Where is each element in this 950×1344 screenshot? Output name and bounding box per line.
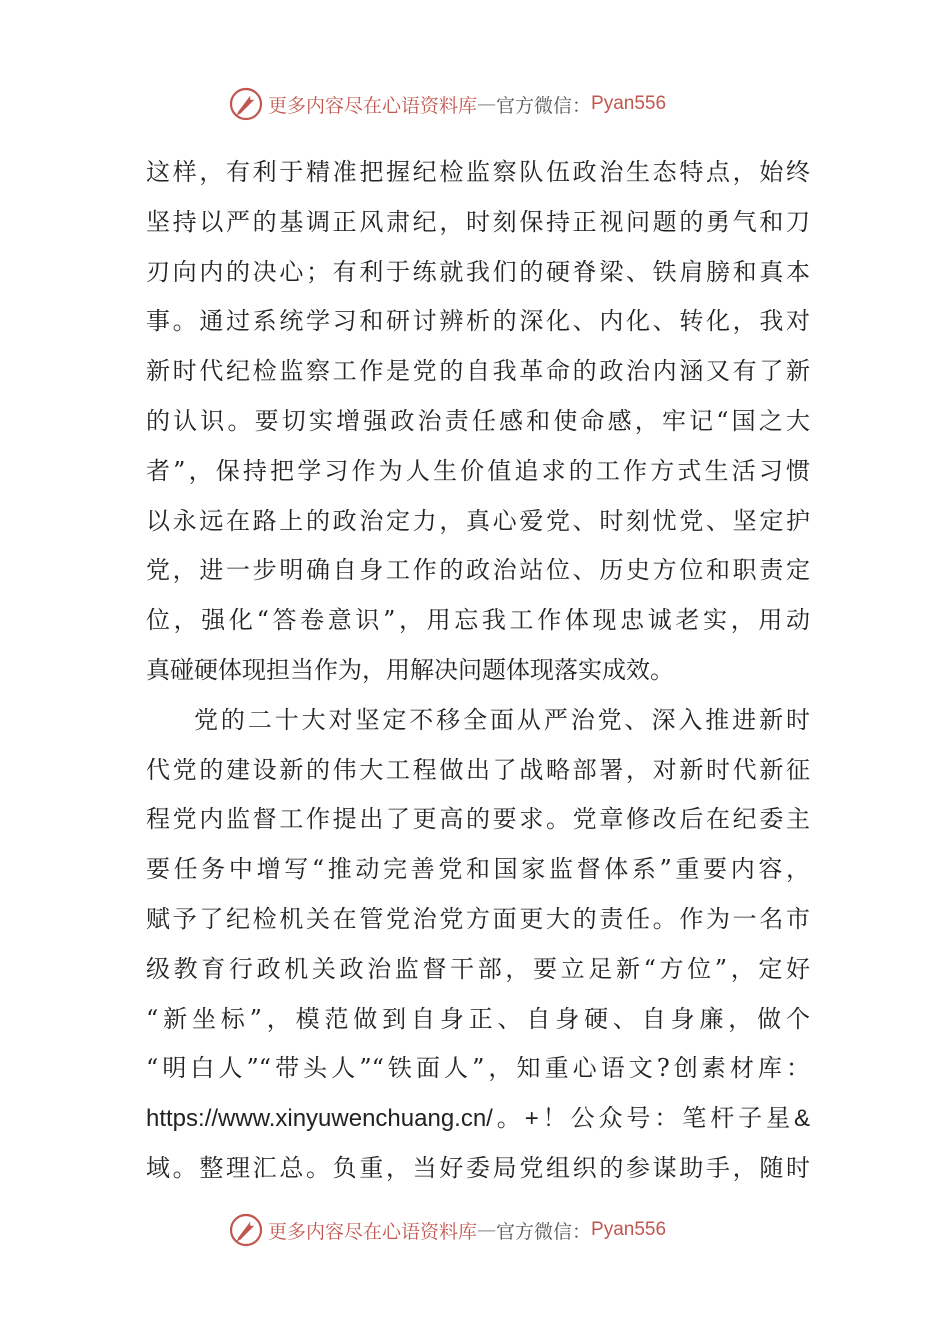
text-line: 赋予了纪检机关在管党治党方面更大的责任。作为一名市 <box>146 904 810 933</box>
footer-wechat-id: Pyan556 <box>591 1219 667 1240</box>
footer-banner <box>228 1210 748 1250</box>
text-line: 位，强化“答卷意识”，用忘我工作体现忠诚老实，用动 <box>146 606 810 635</box>
text-line: 坚持以严的基调正风肃纪，时刻保持正视问题的勇气和刀 <box>146 207 810 236</box>
header-subtitle: 官方微信： <box>496 94 592 117</box>
text-line-url: https://www.xinyuwenchuang.cn/。+！公众号：笔杆子星& <box>146 1105 810 1133</box>
text-line: 新时代纪检监察工作是党的自我革命的政治内涵又有了新 <box>146 357 810 386</box>
text-line: 级教育行政机关政治监督干部，要立足新“方位”，定好 <box>146 954 810 983</box>
header-brand-text: 更多内容尽在心语资料库 <box>268 94 478 117</box>
text-line: 真碰硬体现担当作为，用解决问题体现落实成效。 <box>146 655 674 684</box>
text-line: 域。整理汇总。负重，当好委局党组织的参谋助手，随时 <box>146 1153 810 1182</box>
footer-brand-text: 更多内容尽在心语资料库 <box>268 1220 478 1243</box>
text-line: 程党内监督工作提出了更高的要求。党章修改后在纪委主 <box>146 805 810 834</box>
pen-nib-logo-icon <box>228 86 264 122</box>
footer-separator: — <box>477 1219 497 1241</box>
text-line: 党，进一步明确自身工作的政治站位、历史方位和职责定 <box>146 556 810 585</box>
footer-subtitle: 官方微信： <box>496 1220 592 1243</box>
paragraph-1 <box>146 148 810 696</box>
text-line: 代党的建设新的伟大工程做出了战略部署，对新时代新征 <box>146 755 810 784</box>
text-line: 党的二十大对坚定不移全面从严治党、深入推进新时 <box>194 705 810 734</box>
text-line: “新坐标”，模范做到自身正、自身硬、自身廉，做个 <box>146 1004 810 1033</box>
text-line: 要任务中增写“推动完善党和国家监督体系”重要内容， <box>146 855 810 884</box>
header-wechat-id: Pyan556 <box>591 93 667 114</box>
text-line: 事。通过系统学习和研讨辨析的深化、内化、转化，我对 <box>146 307 810 336</box>
text-line: “明白人”“带头人”“铁面人”，知重心语文?创素材库： <box>146 1054 810 1083</box>
text-line: 的认识。要切实增强政治责任感和使命感，牢记“国之大 <box>146 406 810 435</box>
text-line: 以永远在路上的政治定力，真心爱党、时刻忧党、坚定护 <box>146 506 810 535</box>
header-banner <box>228 84 748 124</box>
text-line: 者”，保持把学习作为人生价值追求的工作方式生活习惯 <box>146 456 810 485</box>
header-separator: — <box>477 93 497 115</box>
body-text <box>146 148 810 1194</box>
pen-nib-logo-icon <box>228 1212 264 1248</box>
text-line: 刃向内的决心；有利于练就我们的硬脊梁、铁肩膀和真本 <box>146 257 810 286</box>
paragraph-2 <box>146 696 810 1194</box>
text-line: 这样，有利于精准把握纪检监察队伍政治生态特点，始终 <box>146 158 810 186</box>
